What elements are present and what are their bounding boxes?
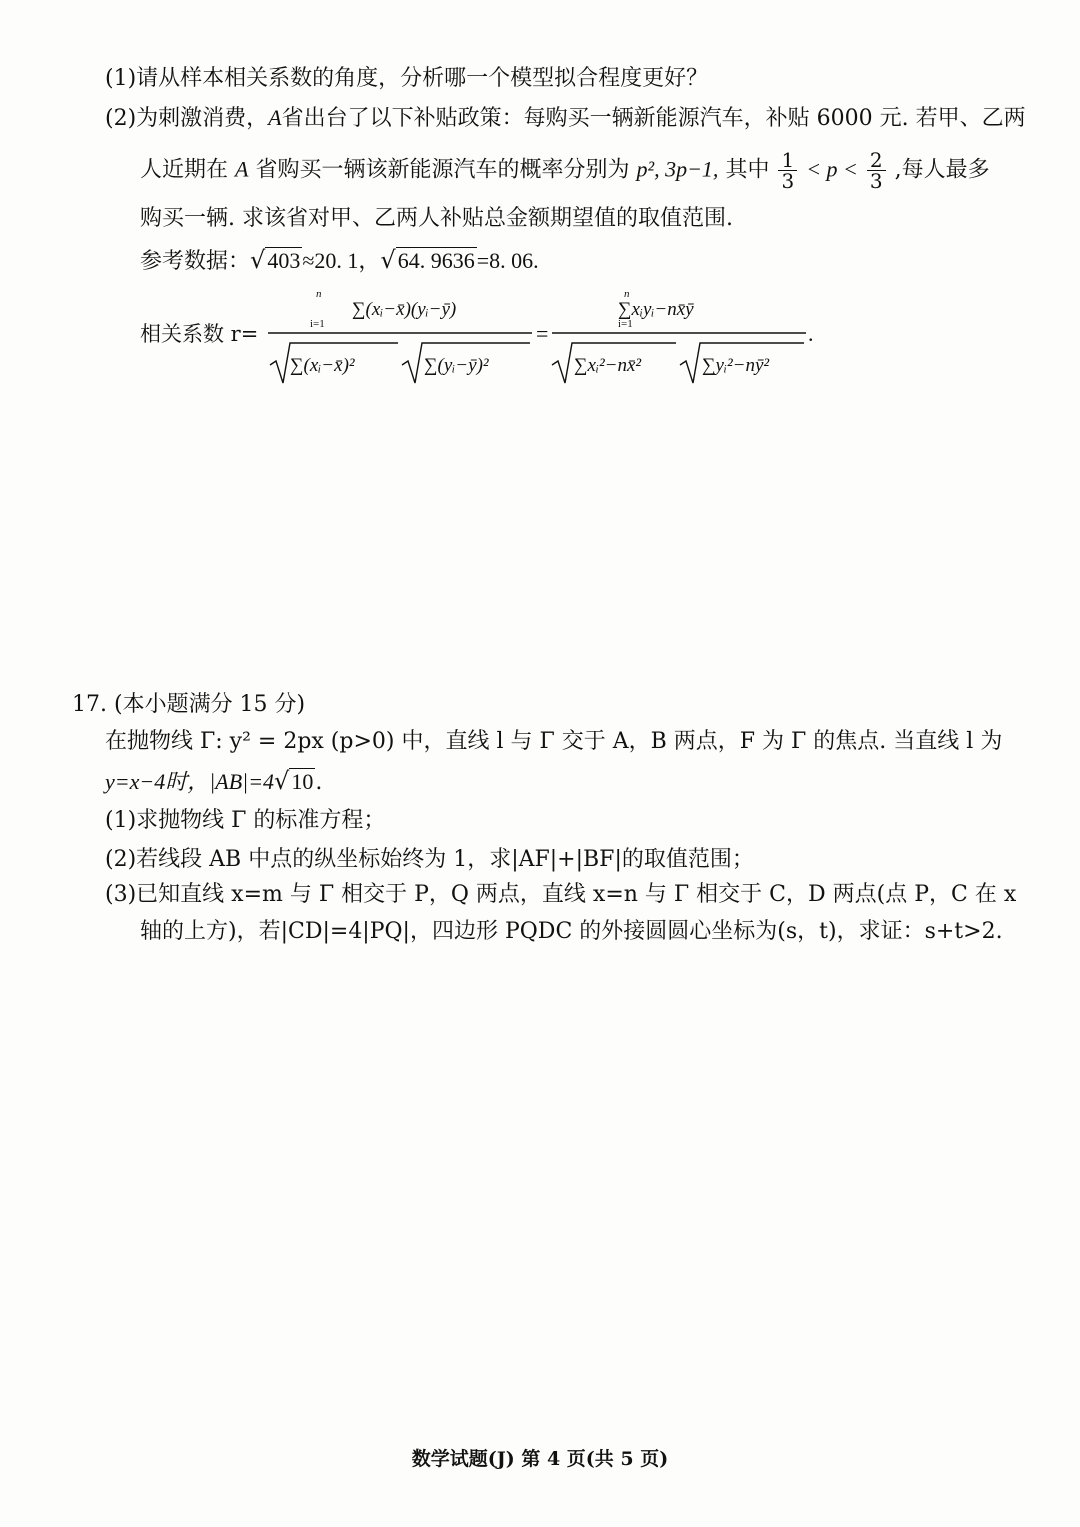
q16-line2-text-b: 省购买一辆该新能源汽车的概率分别为 (255, 157, 630, 183)
q16-inequality: < p < (806, 156, 858, 182)
q16-part2-policy: 省出台了以下补贴政策：每购买一辆新能源汽车，补贴 6000 元. 若甲、乙两 (281, 106, 1026, 131)
ref-sqrt-649636: 64. 9636 (397, 248, 475, 273)
sum-upper-limit: n (624, 288, 630, 300)
q16-part2-line1 (105, 103, 1026, 134)
fraction-numerator: 1 (778, 150, 797, 171)
q17-line2-end: . (315, 770, 323, 795)
f1-numerator: ∑(xᵢ−x̄)(yᵢ−ȳ) (352, 299, 457, 320)
equals-sign: = (536, 321, 549, 346)
q16-province-a: A (268, 105, 282, 130)
q17-part3-line1: (3)已知直线 x=m 与 Γ 相交于 P，Q 两点，直线 x=n 与 Γ 相交于 C，D 两点(点 P，C 在 x (105, 882, 1017, 907)
fraction-one-third (778, 150, 797, 191)
sum-upper-limit: n (316, 288, 322, 300)
f2-denominator-b: ∑yᵢ²−nȳ² (702, 355, 770, 376)
formula-label: 相关系数 r= (140, 322, 259, 346)
q17-line2 (105, 766, 322, 798)
q17-header: 17. (本小题满分 15 分) (72, 692, 306, 717)
q16-part2-line3: 购买一辆. 求该省对甲、乙两人补贴总金额期望值的取值范围. (140, 206, 733, 231)
q16-part2-prefix: (2)为刺激消费， (105, 106, 269, 131)
formula-end-dot: . (808, 321, 814, 346)
sqrt-icon: √ (274, 767, 290, 795)
q17-sqrt-10: 10 (291, 769, 314, 794)
q17-part1: (1)求抛物线 Γ 的标准方程； (105, 808, 386, 833)
ref-value-2: =8. 06. (476, 248, 539, 273)
q16-part2-line2 (140, 150, 990, 191)
q16-line2-text-d: ,每人最多 (894, 157, 990, 183)
q16-part1: (1)请从样本相关系数的角度，分析哪一个模型拟合程度更好？ (105, 66, 709, 91)
ref-value-1: ≈20. 1， (302, 248, 381, 273)
q16-reference-data (140, 245, 539, 277)
sum-lower-limit: i=1 (618, 318, 633, 330)
q16-probabilities: p², 3p−1, (636, 156, 719, 182)
fraction-two-thirds (867, 150, 886, 191)
q17-line1: 在抛物线 Γ: y² = 2px (p>0) 中，直线 l 与 Γ 交于 A，B 两点，F 为 Γ 的焦点. 当直线 l 为 (105, 729, 1003, 754)
sum-lower-limit: i=1 (310, 318, 325, 330)
fraction-denominator: 3 (869, 169, 883, 193)
ref-sqrt-403: 403 (267, 248, 301, 273)
page-footer: 数学试题(J) 第 4 页(共 5 页) (411, 1448, 669, 1470)
sqrt-icon: √ (380, 246, 396, 274)
q17-line2-text: y=x−4时，|AB|=4 (105, 769, 275, 794)
f2-numerator: ∑xᵢyᵢ−nx̄ȳ (618, 299, 694, 320)
f1-denominator-a: ∑(xᵢ−x̄)² (290, 355, 355, 376)
q16-line2-text-c: 其中 (725, 157, 770, 183)
q16-line2-province: A (235, 156, 249, 182)
correlation-formula (140, 285, 840, 395)
ref-label: 参考数据： (140, 249, 251, 274)
f1-denominator-b: ∑(yᵢ−ȳ)² (424, 355, 489, 376)
q17-part3-line2: 轴的上方)，若|CD|=4|PQ|，四边形 PQDC 的外接圆圆心坐标为(s，t)，求证：s+t>2. (140, 919, 1003, 944)
fraction-denominator: 3 (781, 169, 795, 193)
f2-denominator-a: ∑xᵢ²−nx̄² (574, 355, 642, 376)
q17-part2: (2)若线段 AB 中点的纵坐标始终为 1，求|AF|+|BF|的取值范围； (105, 847, 754, 872)
fraction-numerator: 2 (867, 150, 886, 171)
q16-line2-text-a: 人近期在 (140, 157, 229, 183)
sqrt-icon: √ (250, 246, 266, 274)
